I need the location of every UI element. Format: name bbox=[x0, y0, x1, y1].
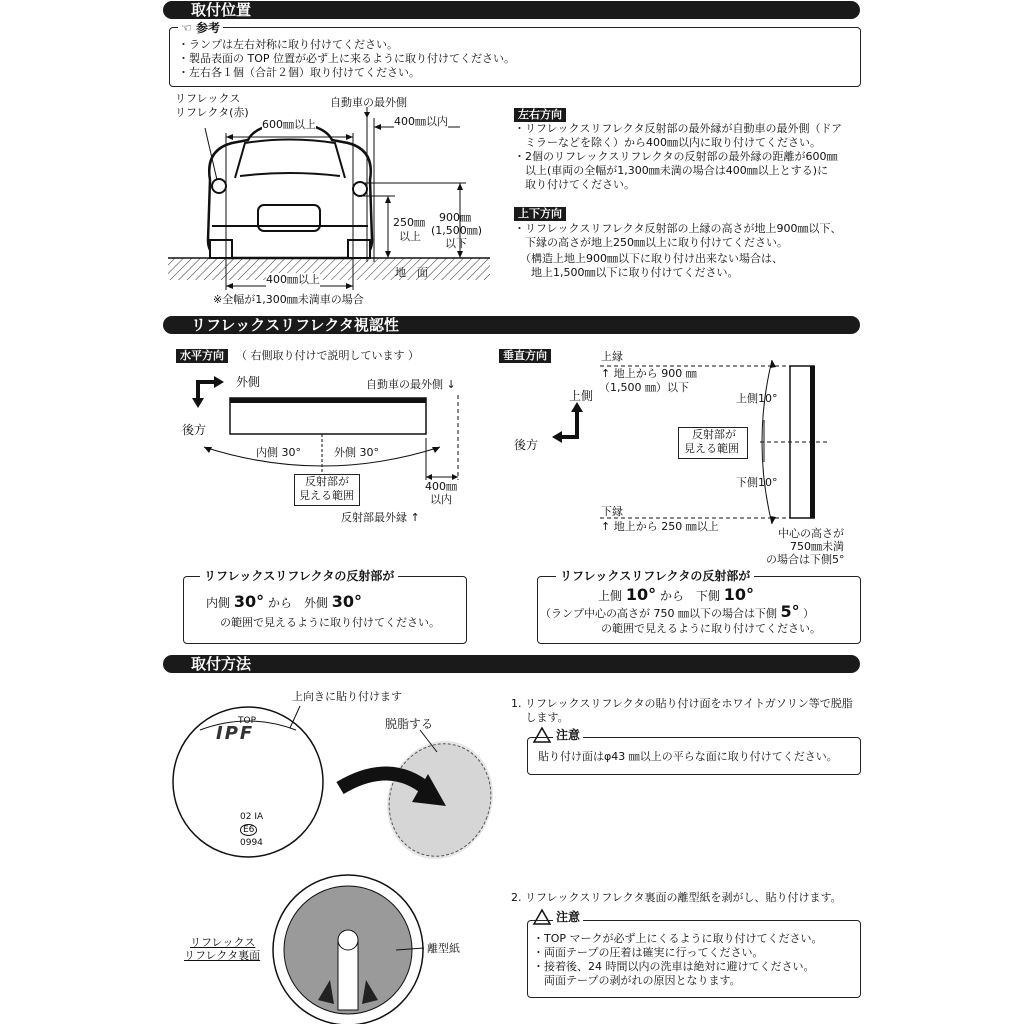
reference-title: 参考 bbox=[195, 21, 220, 35]
lr-title: 左右方向 bbox=[514, 108, 566, 122]
caution-2-line-4: 両面テープの剥がれの原因となります。 bbox=[533, 974, 741, 987]
car-600-label: 600㎜以上 bbox=[262, 118, 316, 131]
summary-down-text: から 下側 bbox=[659, 589, 720, 603]
step-1-line-1: 1. リフレックスリフレクタの貼り付け面をホワイトガソリン等で脱脂 bbox=[511, 697, 853, 710]
vertical-upper-label: 上縁 bbox=[601, 350, 623, 363]
vertical-range-1: 反射部が bbox=[692, 428, 736, 441]
section-title-visibility: リフレックスリフレクタ視認性 bbox=[191, 316, 399, 334]
horizontal-summary-tail: の範囲で見えるように取り付けてください。 bbox=[220, 616, 440, 629]
summary-inner-word: 内側 bbox=[206, 596, 231, 610]
car-400-label: 400㎜以内 bbox=[394, 115, 448, 128]
caution-1-text: 貼り付け面はφ43 ㎜以上の平らな面に取り付けてください。 bbox=[538, 750, 838, 763]
vertical-lower-1: ↑ 地上から 250 ㎜以上 bbox=[601, 520, 719, 533]
lr-line-5: 取り付けてください。 bbox=[514, 178, 635, 191]
ud-line-3: （構造上地上900㎜以下に取り付け出来ない場合は、 bbox=[520, 252, 783, 265]
summary-inner-angle: 30° bbox=[233, 592, 265, 611]
horizontal-range-1: 反射部が bbox=[305, 475, 349, 488]
lr-line-1: ・リフレックスリフレクタ反射部の最外縁が自動車の最外側（ドア bbox=[514, 122, 843, 135]
car-900-label-3: 以下 bbox=[445, 237, 467, 250]
vertical-summary-tail: の範囲で見えるように取り付けてください。 bbox=[601, 622, 821, 635]
ud-line-4: 地上1,500㎜以下に取り付けてください。 bbox=[520, 266, 739, 279]
horizontal-outer-label: 外側 bbox=[236, 375, 261, 389]
car-reflector-label-2: リフレクタ(赤) bbox=[175, 106, 249, 119]
horizontal-400-label-2: 以内 bbox=[430, 493, 452, 506]
summary-up-angle: 10° bbox=[625, 585, 657, 604]
reference-item-1: ・ランプは左右対称に取り付けてください。 bbox=[178, 38, 398, 51]
car-reflector-label-1: リフレックス bbox=[175, 92, 241, 105]
vertical-back-label: 後方 bbox=[514, 438, 539, 452]
vertical-center-1: 中心の高さが bbox=[778, 527, 844, 540]
back-label-2: リフレクタ裏面 bbox=[184, 949, 261, 962]
pointing-hand-icon: ☜ bbox=[181, 21, 192, 35]
lens-code-1: 02 IA bbox=[240, 812, 264, 822]
horizontal-outermost-label: 自動車の最外側 ↓ bbox=[366, 378, 456, 391]
lens-code-3: 0994 bbox=[240, 838, 263, 848]
ground-label: 地 面 bbox=[395, 266, 428, 279]
caution-2-line-3: ・接着後、24 時間以内の洗車は絶対に避けてください。 bbox=[533, 960, 815, 973]
summary-down-angle: 10° bbox=[723, 585, 755, 604]
reference-item-3: ・左右各１個（合計２個）取り付けてください。 bbox=[178, 66, 420, 79]
horizontal-400-label: 400㎜ bbox=[425, 480, 457, 493]
lens-e-mark: E6 bbox=[240, 824, 257, 836]
summary-up-word: 上側 bbox=[598, 589, 623, 603]
horizontal-note: （ 右側取り付けで説明しています ） bbox=[236, 349, 419, 362]
ud-line-1: ・リフレックスリフレクタ反射部の上縁の高さが地上900㎜以下、 bbox=[514, 222, 842, 235]
caution-2-line-2: ・両面テープの圧着は確実に行ってください。 bbox=[533, 946, 764, 959]
horizontal-title: 水平方向 bbox=[176, 349, 228, 363]
lr-line-3: ・2個のリフレックスリフレクタの反射部の最外縁の距離が600㎜ bbox=[514, 150, 838, 163]
ud-line-2: 下縁の高さが地上250㎜以上に取り付けてください。 bbox=[514, 236, 788, 249]
summary-mid-text: から 外側 bbox=[267, 596, 328, 610]
vertical-lower-label: 下縁 bbox=[601, 505, 623, 518]
summary-outer-angle: 30° bbox=[331, 592, 363, 611]
vertical-range-2: 見える範囲 bbox=[684, 442, 739, 455]
vertical-summary-title: リフレックスリフレクタの反射部が bbox=[556, 569, 754, 584]
summary-center-close: ） bbox=[803, 607, 815, 620]
reference-item-2: ・製品表面の TOP 位置が必ず上に来るように取り付けてください。 bbox=[178, 52, 516, 65]
vertical-down10-label: 下側10° bbox=[736, 476, 778, 489]
vertical-up-label: 上側 bbox=[569, 389, 594, 403]
summary-center-angle: 5° bbox=[780, 602, 800, 621]
section-title-mounting: 取付方法 bbox=[191, 655, 252, 673]
horizontal-inner30-label: 内側 30° bbox=[256, 446, 301, 459]
car-250-label-2: 以上 bbox=[399, 230, 421, 243]
horizontal-edge-label: 反射部最外縁 ↑ bbox=[341, 511, 420, 524]
horizontal-range-2: 見える範囲 bbox=[299, 489, 354, 502]
car-outermost-label: 自動車の最外側 bbox=[330, 96, 407, 109]
lens-top-mark: TOP bbox=[238, 716, 257, 726]
ud-title: 上下方向 bbox=[514, 207, 566, 221]
summary-center-text: （ランプ中心の高さが 750 ㎜以下の場合は下側 bbox=[540, 607, 777, 620]
vertical-center-2: 750㎜未満 bbox=[790, 540, 844, 553]
car-250-label: 250㎜ bbox=[393, 216, 425, 229]
horizontal-back-label: 後方 bbox=[182, 423, 207, 437]
car-900-label-2: (1,500㎜) bbox=[431, 224, 483, 237]
caution-title-2: 注意 bbox=[553, 910, 583, 925]
step-2-line: 2. リフレックスリフレクタ裏面の離型紙を剥がし、貼り付けます。 bbox=[511, 891, 842, 904]
caution-2-line-1: ・TOP マークが必ず上にくるように取り付けてください。 bbox=[533, 932, 823, 945]
car-narrow-note: ※全幅が1,300㎜未満車の場合 bbox=[213, 293, 364, 306]
ipf-logo: IPF bbox=[216, 723, 255, 744]
car-900-label: 900㎜ bbox=[439, 211, 471, 224]
mount-up-label: 上向きに貼り付けます bbox=[292, 690, 402, 703]
car-bottom-400-label: 400㎜以上 bbox=[266, 273, 320, 286]
vertical-upper-1: ↑ 地上から 900 ㎜ bbox=[601, 367, 697, 380]
caution-title-1: 注意 bbox=[553, 728, 583, 743]
vertical-title: 垂直方向 bbox=[499, 349, 551, 363]
step-1-line-2: します。 bbox=[511, 711, 569, 724]
horizontal-summary-title: リフレックスリフレクタの反射部が bbox=[200, 569, 398, 584]
horizontal-outer30-label: 外側 30° bbox=[334, 446, 379, 459]
back-label-1: リフレックス bbox=[190, 936, 256, 949]
vertical-upper-2: （1,500 ㎜）以下 bbox=[599, 381, 689, 394]
release-paper-label: 離型紙 bbox=[427, 942, 460, 955]
vertical-center-3: の場合は下側5° bbox=[766, 553, 845, 566]
section-title-position: 取付位置 bbox=[191, 1, 252, 19]
vertical-up10-label: 上側10° bbox=[736, 392, 778, 405]
degrease-label: 脱脂する bbox=[385, 717, 434, 731]
lr-line-4: 以上(車両の全幅が1,300㎜未満の場合は400㎜以上とする)に bbox=[514, 164, 829, 177]
lr-line-2: ミラーなどを除く）から400㎜以内に取り付けてください。 bbox=[514, 136, 821, 149]
